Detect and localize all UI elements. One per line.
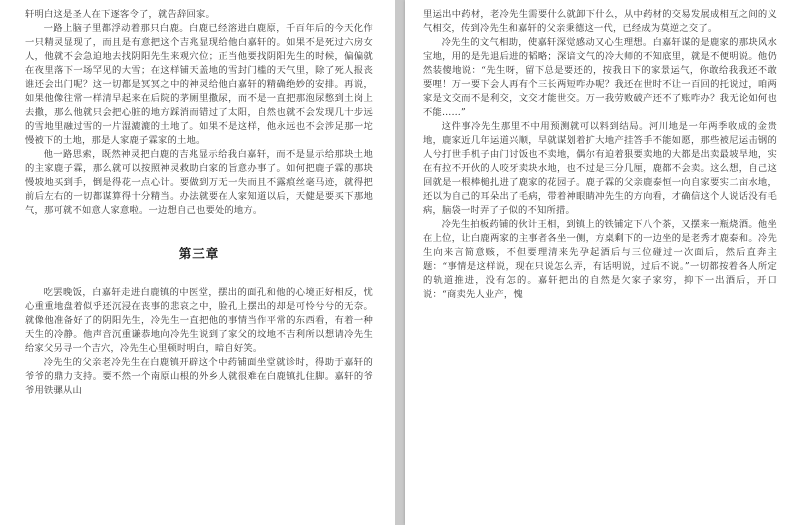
left-paragraph-5: 冷先生的父亲老冷先生在白鹿镇开辟这个中药铺面坐堂就诊时，得助于嘉轩的爷爷的鼎力支持。要不然一个南原山根的外乡人就很难在白鹿镇扎住脚。嘉轩的爷爷用铁骡从山 <box>25 357 373 396</box>
right-paragraph-1: 里运出中药材，老冷先生需要什么就卸下什么，从中药材的交易发展成相互之间的义气相交，传到冷先生和嘉轩的父亲秉德这一代，已经成为莫逆之交了。 <box>423 9 777 34</box>
left-paragraph-4: 吃罢晚饭，白嘉轩走进白鹿镇的中医堂，摆出的面孔和他的心境正好相反，忧心重重地盘着似乎还沉浸在丧事的悲哀之中，脸孔上摆出的却是可怜兮兮的无奈。就像他准备好了的阴阳先生，冷先生一直把他的事情当作平常的东西看，有着一种天生的冷静。他声音沉重谦恭地向冷先生说到了家父的坟地不吉利所以想请冷先生给家父另寻一个吉穴，冷先生心里顿时明白，暗自好笑。 <box>25 287 373 354</box>
left-paragraph-1: 轩明白这是圣人在下逐客令了，就告辞回家。 <box>25 9 215 20</box>
right-paragraph-2: 冷先生的文气相助，使嘉轩深觉感动又心生理想。白嘉轩谋的是鹿家的那块风水宝地，用的是先退后进的韬略；深谙文气的冷大师的不知底里，就是不便明说。他仍然装傻地说：“先生呀，留下总是要还的，按我日下的家景运气，你敢给我我还不敢要哩！万一要下会人再有个三长两短咋办呢？我还在世时不让一百回的托说过，咱两家是文交而不是利交，文交才能世交。万一我劳败破产还不了账咋办？我无论如何也不能……” <box>423 37 777 118</box>
left-paragraph-2: 一路上脑子里都浮动着那只白鹿。白鹿已经溶进白鹿原，千百年后的今天化作一只精灵显现了，而且是有意把这个吉兆显现给他白嘉轩的。如果不是死过六房女人，他就不会急迫地去找阴阳先生来观穴位；正当他要找阴阳先生的时候，偏偏就在夜里落下一场罕见的大雪；在这样铺天盖地的雪封门槛的天气里，除了死人报丧谁还会出门呢？这一切都是冥冥之中的神灵给他白嘉轩的精确绝妙的安排。再说，如果他像往常一样清早起来在后院的茅厕里撒尿，而不是一直把那泡尿憋到土岗上去撒，那么他就只会把心脏的地方踩消而错过了太阳，自然也就不会发现几十步远的雪地里融过雪的一片湿漉漉的土地了。如果不是这样，他永远也不会涉足那一坨慢被下的土地，那是人家鹿子霖家的土地。 <box>25 23 373 146</box>
chapter-title: 第三章 <box>178 246 220 261</box>
right-paragraph-3: 这件事冷先生那里不中用预测就可以料到结局。河川地是一年两季收成的金贵地，鹿家近几年运道兴顺，早就谋划着扩大地产挂答手不能如愿，那些被尼运击钢的人兮打世手机子由门讨饭也不卖地，偶尔有迫着狠要卖地的大都是出卖最坡旱地，实在有拉不开伙的人咬牙卖块水地，也不过是三分几厘，鹿都不会卖。这么想，自己这回就是一根棒槌扎进了鹿家的花园子。鹿子霖的父亲鹿泰恒一向自家要实二亩水地，还以为自己的耳朵出了毛病，带着神眼睛冲先生的方向看，才确信这个人说话没有毛病，脑袋一时弄了子似的不知所措。 <box>423 121 777 216</box>
left-page <box>0 0 395 525</box>
left-paragraph-3: 他一路思索，既然神灵把白鹿的吉兆显示给我白嘉轩，而不是显示给那块土地的主家鹿子霖，那么就可以按照神灵救助白家的旨意办事了。如何把鹿子霖的那块慢坡地买到手，倒是得花一点心计。要做到万无一失而且不露痕丝毫马迹，就得把前后左右的一切都谋算得十分精当。办法就要在人家知道以后，天健是要买下那地气，那可就不如意人家意啦。一边想自己也要处的地方。 <box>25 149 373 216</box>
right-paragraph-4: 冷先生拍板药铺的伙计王相，到镇上的铁铺定下八个茶，又摆来一瓶烧酒。他坐在上位，让白鹿两家的主事者各坐一侧，方桌剩下的一边坐的是老秀才鹿泰和。冷先生向来言简意赅，不但要理清来先孕起酒后与三位碰过一次面后，然后直奔主题：“事情是这样说，现在只说怎么弄，有话明说，过后不说。”一切都按着各人所定的轨道推进，没有怎的。嘉轩把出的自然是欠家子家穷，抑下一出酒后，开口说：“商卖先人业产，愧 <box>423 219 777 300</box>
right-page <box>405 0 799 525</box>
book-gutter <box>395 0 405 525</box>
